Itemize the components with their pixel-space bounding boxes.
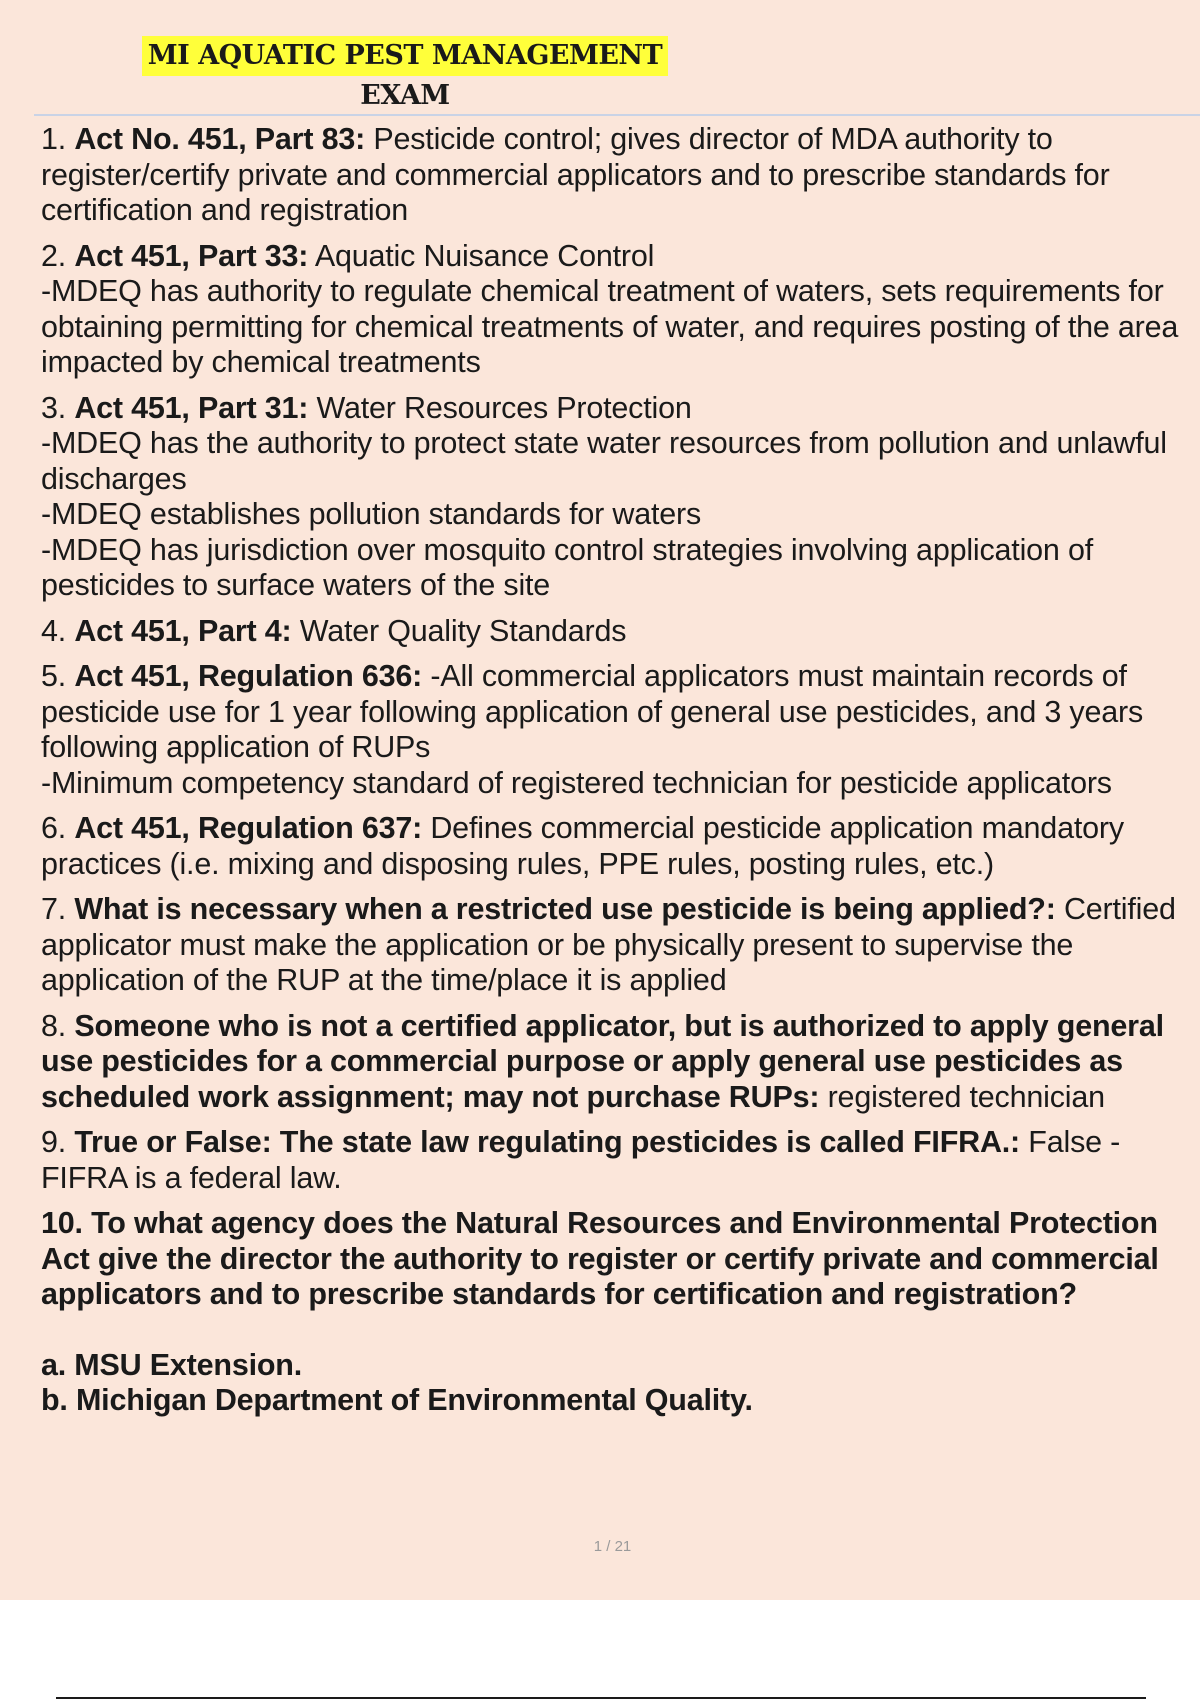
question-5 (41, 659, 1196, 801)
item-number: 1. (41, 122, 75, 156)
item-detail-line: -Minimum competency standard of registered technician for pesticide applicators (41, 765, 1112, 800)
item-number: 7. (41, 892, 75, 926)
question-9 (41, 1125, 1196, 1196)
question-7 (41, 892, 1196, 999)
question-10-text: 10. To what agency does the Natural Resources and Environmental Protection Act give the director the authority to register or certify private and commercial applicators and to prescribe standards for certification and registration? (41, 1206, 1159, 1311)
item-number: 4. (41, 613, 75, 648)
item-term: Act 451, Regulation 636: (74, 659, 423, 693)
item-term: What is necessary when a restricted use pesticide is being applied?: (74, 892, 1056, 926)
item-definition: Water Quality Standards (291, 613, 627, 648)
question-10 (41, 1206, 1196, 1419)
item-term: Act 451, Part 31: (74, 390, 309, 425)
item-term: Act No. 451, Part 83: (74, 122, 366, 156)
item-term: True or False: The state law regulating pesticides is called FIFRA.: (74, 1125, 1021, 1159)
answer-option-b: b. Michigan Department of Environmental Quality. (41, 1383, 753, 1417)
item-number: 5. (41, 659, 75, 693)
item-definition: Aquatic Nuisance Control (308, 238, 655, 273)
title-line-1: MI AQUATIC PEST MANAGEMENT (142, 36, 668, 76)
item-detail-line: -MDEQ has the authority to protect state water resources from pollution and unlawful discharges (41, 426, 1167, 496)
item-definition: Water Resources Protection (308, 390, 692, 425)
question-list (41, 122, 1196, 1429)
title-divider (34, 114, 1200, 116)
item-term: Act 451, Part 33: (74, 238, 309, 273)
item-definition: -All commercial applicators must maintain records of pesticide use for 1 year following application of general use pesticides, and 3 years following application of RUPs (41, 659, 1143, 764)
answer-option-a: a. MSU Extension. (41, 1347, 302, 1382)
item-definition: Pesticide control; gives director of MDA authority to register/certify private and commercial applicators and to prescribe standards for certification and registration (41, 122, 1110, 227)
question-8 (41, 1009, 1196, 1116)
title-line-2: EXAM (360, 80, 450, 111)
question-2 (41, 239, 1196, 381)
item-number: 2. (41, 238, 75, 273)
document-title (0, 36, 810, 116)
item-number: 8. (41, 1008, 75, 1043)
item-detail-line: -MDEQ establishes pollution standards for waters (41, 497, 702, 531)
question-1 (41, 122, 1196, 229)
item-definition: registered technician (819, 1079, 1105, 1114)
question-4 (41, 614, 1196, 650)
item-term: Act 451, Regulation 637: (74, 811, 423, 845)
item-definition: False - FIFRA is a federal law. (41, 1125, 1121, 1195)
item-number: 6. (41, 811, 75, 845)
item-definition: Certified applicator must make the application or be physically present to supervise the application of the RUP at the time/place it is applied (41, 892, 1176, 997)
item-definition: Defines commercial pesticide application mandatory practices (i.e. mixing and disposing rules, PPE rules, posting rules, etc.) (41, 811, 1124, 881)
item-detail-line: -MDEQ has jurisdiction over mosquito control strategies involving application of pesticides to surface waters of the site (41, 532, 1093, 602)
item-number: 9. (41, 1125, 75, 1159)
page-number: 1 / 21 (593, 1538, 632, 1555)
next-page-edge (56, 1697, 1146, 1699)
item-term: Act 451, Part 4: (74, 613, 292, 648)
item-term: Someone who is not a certified applicator, but is authorized to apply general use pesticides for a commercial purpose or apply general use pesticides as scheduled work assignment; may not purchase RUPs: (41, 1008, 1164, 1114)
question-3 (41, 391, 1196, 604)
item-detail-line: -MDEQ has authority to regulate chemical treatment of waters, sets requirements for obtaining permitting for chemical treatments of water, and requires posting of the area impacted by chemical treatments (41, 274, 1179, 379)
item-number: 3. (41, 390, 75, 425)
answer-options (41, 1348, 1196, 1419)
question-6 (41, 811, 1196, 882)
